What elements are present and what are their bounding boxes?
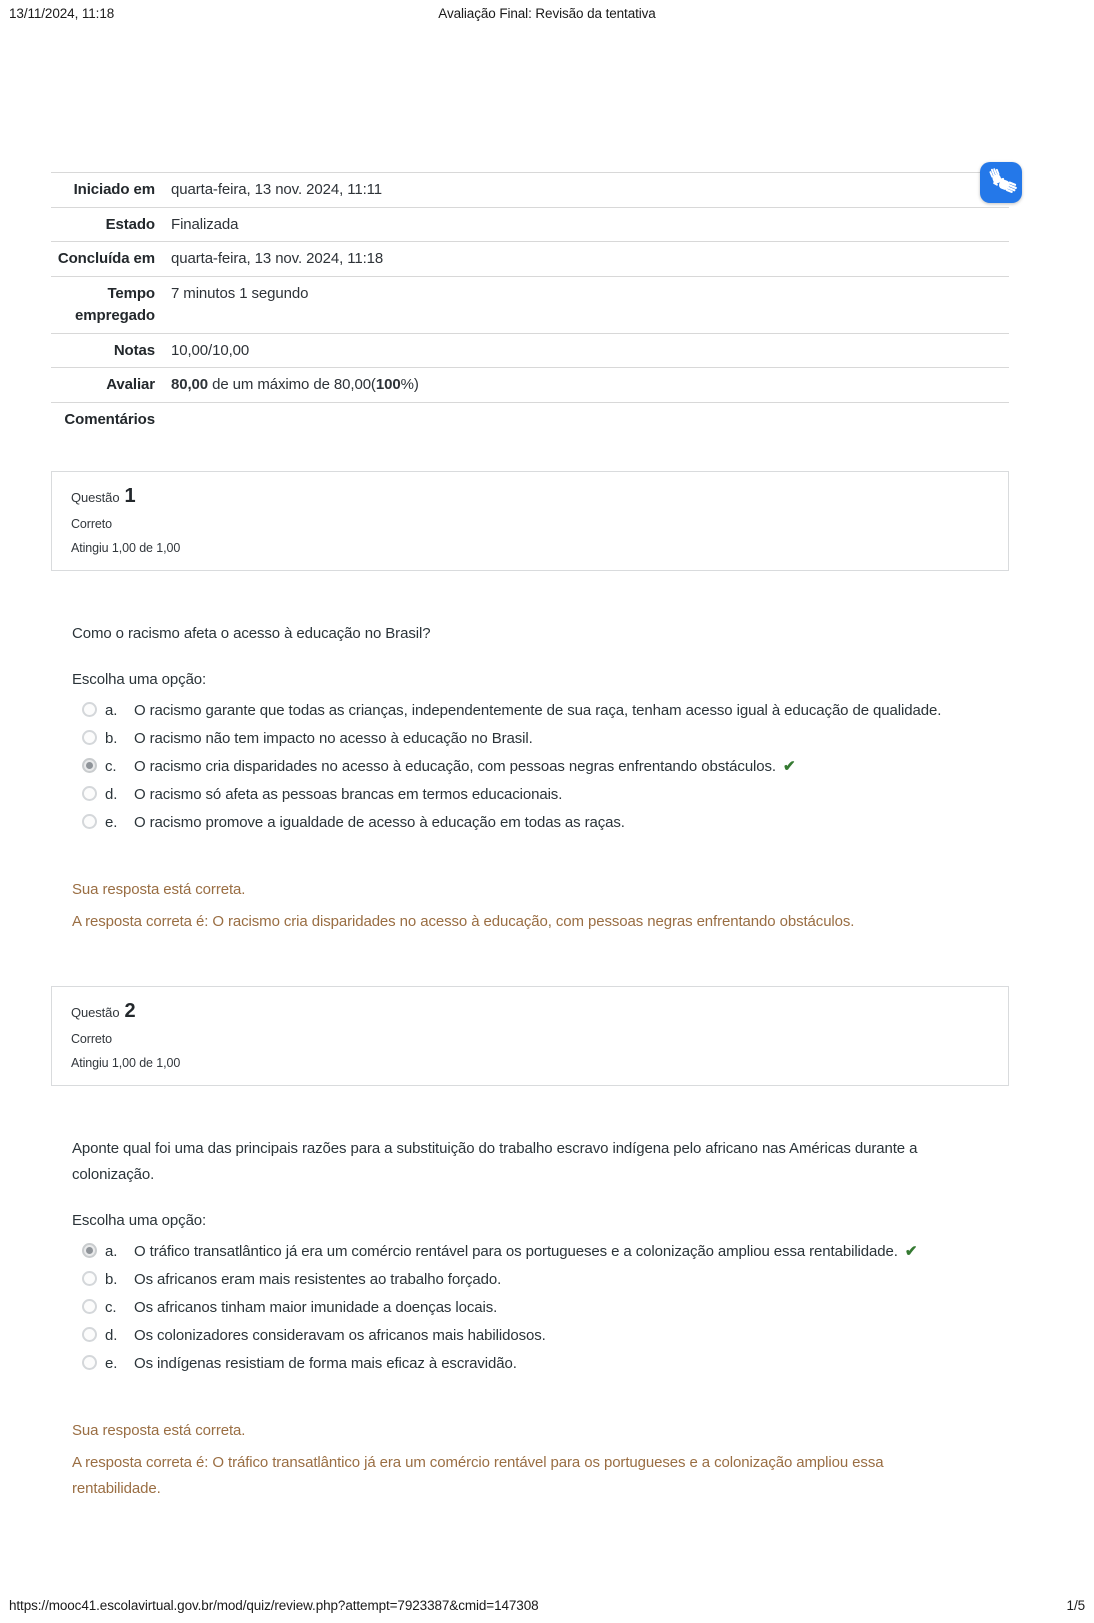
correct-check-icon: ✔ bbox=[904, 1243, 918, 1260]
option-letter: c. bbox=[105, 758, 117, 776]
print-page-indicator: 1/5 bbox=[1066, 1598, 1085, 1613]
correct-check-icon: ✔ bbox=[783, 758, 796, 776]
summary-row-feedback bbox=[51, 402, 1009, 437]
option-text: O racismo garante que todas as crianças, independentemente de sua raça, tenham acesso igual à educação de qualidade. bbox=[134, 702, 942, 720]
summary-value: Finalizada bbox=[171, 215, 239, 233]
option-letter: b. bbox=[105, 1271, 118, 1288]
grade-text: de um máximo de 80,00( bbox=[208, 376, 376, 393]
question-number bbox=[71, 1000, 989, 1023]
radio-unchecked-icon[interactable] bbox=[82, 814, 97, 829]
option-text: O racismo só afeta as pessoas brancas em termos educacionais. bbox=[134, 786, 563, 804]
choose-option-label: Escolha uma opção: bbox=[72, 1212, 207, 1229]
summary-label: Comentários bbox=[64, 410, 155, 428]
summary-value: 7 minutos 1 segundo bbox=[171, 284, 309, 302]
summary-value bbox=[171, 374, 419, 397]
option-text: O tráfico transatlântico já era um comércio rentável para os portugueses e a colonização ampliou essa rentabilidade. ✔ bbox=[134, 1243, 918, 1260]
grade-percent: 100 bbox=[375, 376, 401, 393]
answer-option-d bbox=[72, 784, 1009, 805]
answer-option-a bbox=[72, 700, 1009, 721]
correct-answer-feedback: A resposta correta é: O tráfico transatlântico já era um comércio rentável para os portugueses e a colonização ampliou essa rentabilidade. bbox=[72, 1454, 884, 1498]
option-letter: e. bbox=[105, 1355, 118, 1372]
answer-option-c bbox=[72, 1297, 1009, 1318]
question-number bbox=[71, 485, 989, 508]
summary-label: Avaliar bbox=[106, 376, 155, 393]
question-label: Questão bbox=[71, 490, 120, 505]
question-text: Aponte qual foi uma das principais razões para a substituição do trabalho escravo indígena pelo africano nas Américas durante a colonização. bbox=[72, 1139, 918, 1183]
correct-answer-feedback: A resposta correta é: O racismo cria disparidades no acesso à educação, com pessoas negras enfrentando obstáculos. bbox=[72, 913, 855, 931]
question-state: Correto bbox=[71, 1031, 112, 1046]
summary-row-started bbox=[51, 172, 1009, 207]
option-letter: e. bbox=[105, 814, 118, 832]
option-letter: a. bbox=[105, 1243, 118, 1260]
option-letter: b. bbox=[105, 730, 118, 748]
radio-unchecked-icon[interactable] bbox=[82, 1327, 97, 1342]
question-1-info-box bbox=[51, 471, 1009, 571]
attempt-summary-table bbox=[51, 172, 1009, 436]
option-letter: d. bbox=[105, 786, 118, 804]
question-grade: Atingiu 1,00 de 1,00 bbox=[71, 541, 181, 555]
radio-unchecked-icon[interactable] bbox=[82, 702, 97, 717]
option-text: Os africanos eram mais resistentes ao trabalho forçado. bbox=[134, 1271, 502, 1288]
summary-row-marks bbox=[51, 333, 1009, 368]
question-text: Como o racismo afeta o acesso à educação no Brasil? bbox=[72, 625, 431, 642]
quiz-review-content bbox=[51, 172, 1009, 1503]
option-letter: c. bbox=[105, 1299, 117, 1316]
summary-label: Notas bbox=[113, 341, 155, 359]
answer-option-b bbox=[72, 1269, 1009, 1290]
print-footer bbox=[9, 1598, 1085, 1613]
option-letter: a. bbox=[105, 702, 118, 720]
option-letter: d. bbox=[105, 1327, 118, 1344]
print-datetime: 13/11/2024, 11:18 bbox=[9, 6, 115, 21]
choose-option-label: Escolha uma opção: bbox=[72, 671, 207, 689]
your-answer-feedback: Sua resposta está correta. bbox=[72, 1422, 246, 1439]
summary-label: Estado bbox=[105, 215, 155, 233]
question-1-feedback bbox=[72, 881, 1009, 935]
summary-row-time-taken bbox=[51, 276, 1009, 333]
radio-unchecked-icon[interactable] bbox=[82, 730, 97, 745]
question-2-feedback bbox=[72, 1422, 1009, 1503]
grade-value: 80,00 bbox=[171, 376, 209, 393]
radio-unchecked-icon[interactable] bbox=[82, 1355, 97, 1370]
answer-option-a-selected bbox=[72, 1241, 1009, 1262]
answer-options bbox=[72, 700, 1009, 833]
question-state: Correto bbox=[71, 517, 112, 531]
option-text: Os indígenas resistiam de forma mais eficaz à escravidão. bbox=[134, 1355, 517, 1372]
answer-option-d bbox=[72, 1325, 1009, 1346]
answer-option-e bbox=[72, 1353, 1009, 1374]
option-text: Os colonizadores consideravam os africanos mais habilidosos. bbox=[134, 1327, 546, 1344]
question-number-value: 1 bbox=[124, 485, 136, 507]
grade-text-end: %) bbox=[400, 376, 419, 393]
option-text: Os africanos tinham maior imunidade a doenças locais. bbox=[134, 1299, 498, 1316]
summary-value: quarta-feira, 13 nov. 2024, 11:11 bbox=[171, 181, 383, 198]
radio-unchecked-icon[interactable] bbox=[82, 1271, 97, 1286]
question-2-info-box bbox=[51, 986, 1009, 1086]
print-url: https://mooc41.escolavirtual.gov.br/mod/quiz/review.php?attempt=7923387&cmid=147308 bbox=[9, 1598, 539, 1613]
question-2-body bbox=[72, 1136, 1009, 1375]
summary-value: quarta-feira, 13 nov. 2024, 11:18 bbox=[171, 250, 384, 267]
page-title: Avaliação Final: Revisão da tentativa bbox=[438, 6, 656, 21]
summary-label: Tempo empregado bbox=[75, 284, 155, 324]
summary-label: Iniciado em bbox=[73, 181, 155, 198]
summary-row-grade bbox=[51, 367, 1009, 402]
radio-unchecked-icon[interactable] bbox=[82, 786, 97, 801]
answer-option-c-selected bbox=[72, 756, 1009, 777]
answer-option-e bbox=[72, 812, 1009, 833]
option-text: O racismo cria disparidades no acesso à educação, com pessoas negras enfrentando obstáculos. ✔ bbox=[134, 758, 796, 776]
summary-row-completed bbox=[51, 241, 1009, 276]
sign-language-hands-icon bbox=[984, 164, 1018, 202]
option-text: O racismo promove a igualdade de acesso à educação em todas as raças. bbox=[134, 814, 625, 832]
print-header bbox=[9, 6, 1085, 26]
answer-options bbox=[72, 1241, 1009, 1374]
handtalk-libras-button[interactable] bbox=[980, 162, 1022, 203]
radio-unchecked-icon[interactable] bbox=[82, 1299, 97, 1314]
question-label: Questão bbox=[71, 1004, 120, 1020]
question-grade: Atingiu 1,00 de 1,00 bbox=[71, 1055, 181, 1070]
summary-row-state bbox=[51, 207, 1009, 242]
radio-checked-icon[interactable] bbox=[82, 758, 97, 773]
radio-checked-icon[interactable] bbox=[82, 1243, 97, 1258]
option-text: O racismo não tem impacto no acesso à educação no Brasil. bbox=[134, 730, 533, 748]
question-number-value: 2 bbox=[124, 999, 136, 1022]
question-1-body bbox=[72, 621, 1009, 833]
summary-label: Concluída em bbox=[57, 250, 155, 267]
answer-option-b bbox=[72, 728, 1009, 749]
summary-value: 10,00/10,00 bbox=[171, 341, 250, 359]
your-answer-feedback: Sua resposta está correta. bbox=[72, 881, 246, 899]
